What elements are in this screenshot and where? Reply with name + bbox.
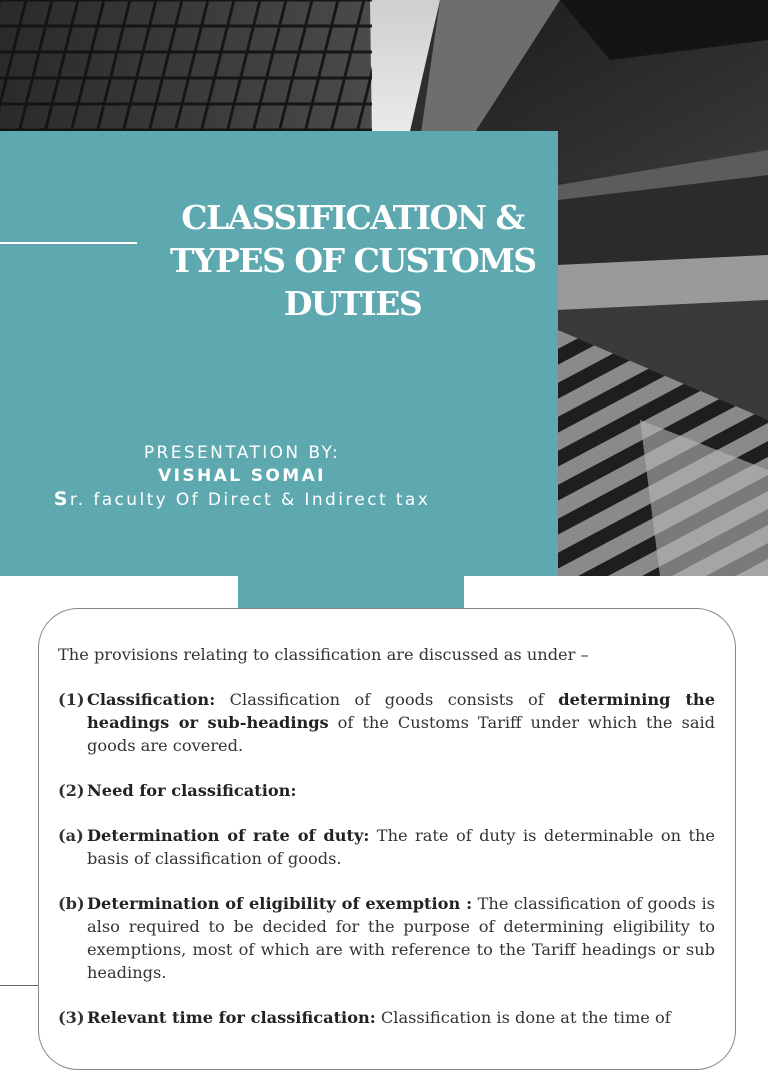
list-item-rate-of-duty: [58, 824, 715, 870]
item-number: (3): [58, 1008, 85, 1027]
item-text: Classification of goods consists of: [215, 690, 559, 709]
title-accent-line: [0, 242, 137, 244]
intro-text: The provisions relating to classification are discussed as under –: [58, 645, 589, 664]
list-item-relevant-time: [58, 1006, 715, 1029]
item-lead: Determination of rate of duty:: [87, 826, 370, 845]
item-number: (1): [58, 690, 85, 709]
side-rule: [0, 985, 38, 986]
list-item-classification: [58, 688, 715, 757]
item-text-continued: of the Customs Tariff under which the said goods are covered.: [87, 713, 716, 755]
content-body: [58, 643, 715, 1051]
item-text: Classification is done at the time of: [375, 1008, 671, 1027]
item-emphasis: determining the headings or sub-headings: [87, 690, 716, 732]
item-lead: Need for classification:: [87, 781, 297, 800]
item-lead: Determination of eligibility of exemption :: [87, 894, 473, 913]
list-item-need: [58, 779, 715, 802]
presenter-title-rest: r. faculty Of Direct & Indirect tax: [69, 490, 431, 510]
list-item-exemption: [58, 892, 715, 984]
item-number: (2): [58, 781, 85, 800]
title-line-3: DUTIES: [283, 284, 422, 323]
presenter-title: [0, 488, 484, 512]
title-line-2: TYPES OF CUSTOMS: [170, 241, 536, 280]
item-number: (b): [58, 894, 85, 913]
presenter-byline: [0, 442, 484, 512]
item-text: The classification of goods is also required to be decided for the purpose of determining eligibility to exemptions, most of which are with reference to the Tariff headings or sub headings.: [87, 894, 715, 982]
title-card-tab: [238, 576, 464, 610]
presentation-title: [170, 196, 535, 325]
item-lead: Classification:: [87, 690, 216, 709]
presented-by-label: PRESENTATION BY:: [143, 443, 341, 463]
title-line-1: CLASSIFICATION &: [181, 198, 524, 237]
presenter-title-initial: S: [53, 488, 70, 510]
presenter-name: VISHAL SOMAI: [158, 466, 326, 486]
item-lead: Relevant time for classification:: [87, 1008, 376, 1027]
item-text: The rate of duty is determinable on the basis of classification of goods.: [87, 826, 715, 868]
item-number: (a): [58, 826, 84, 845]
